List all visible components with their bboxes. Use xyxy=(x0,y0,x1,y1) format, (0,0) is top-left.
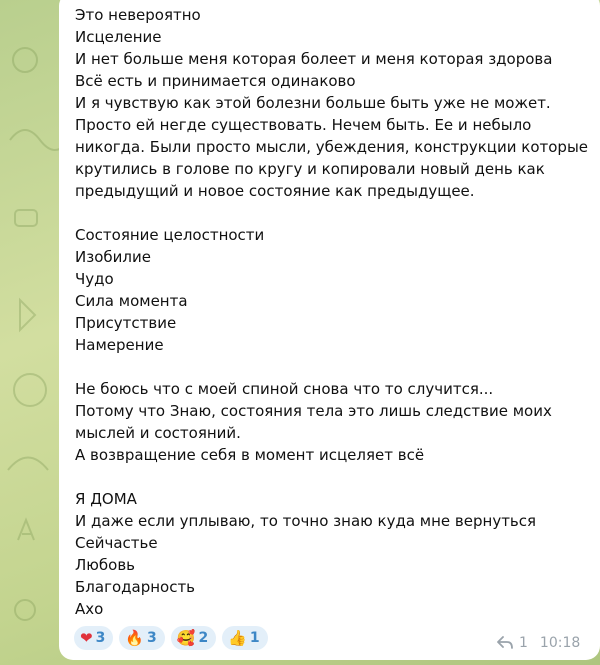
reaction-count: 3 xyxy=(95,630,106,646)
message-line: Это невероятно xyxy=(75,6,201,24)
message-line: Ахо xyxy=(75,600,104,618)
reaction-button[interactable] xyxy=(171,626,216,650)
message-line: Состояние целостности xyxy=(75,226,265,244)
reaction-count: 3 xyxy=(147,630,157,646)
fire-icon: 🔥 xyxy=(125,628,145,647)
message-line: никогда. Были просто мысли, убеждения, конструкции которые xyxy=(75,138,589,156)
heart-icon: ❤ xyxy=(80,628,93,647)
message-line: крутились в голове по кругу и копировали новый день как xyxy=(75,160,545,178)
reactions-bar xyxy=(74,626,268,650)
message-line: Просто ей негде существовать. Нечем быть. Ее и небыло xyxy=(75,116,532,134)
reaction-count: 2 xyxy=(198,630,209,646)
message-line: Любовь xyxy=(75,556,136,574)
paragraph-gap xyxy=(75,466,580,488)
message-line: Сейчастье xyxy=(75,534,158,552)
reaction-button[interactable] xyxy=(119,626,164,650)
message-line: Всё есть и принимается одинаково xyxy=(75,72,356,90)
message-line: Не боюсь что с моей спиной снова что то случится... xyxy=(75,380,494,398)
message-text xyxy=(75,4,589,620)
message-line: Исцеление xyxy=(75,28,162,46)
message-line: Присутствие xyxy=(75,314,177,332)
reply-icon[interactable] xyxy=(497,636,513,650)
thumbs-up-icon: 👍 xyxy=(228,628,247,647)
paragraph-gap xyxy=(75,202,580,224)
message-time: 10:18 xyxy=(539,635,581,651)
message-line: А возвращение себя в момент исцеляет всё xyxy=(75,446,425,464)
message-line: Благодарность xyxy=(75,578,196,596)
message-line: И я чувствую как этой болезни больше быть уже не может. xyxy=(75,94,551,112)
message-line: Я ДОМА xyxy=(75,490,137,508)
background-pattern xyxy=(0,0,60,665)
message-line: И даже если уплываю, то точно знаю куда мне вернуться xyxy=(75,512,537,530)
smiling-face-with-hearts-icon: 🥰 xyxy=(176,628,196,647)
message-meta xyxy=(497,635,580,651)
message-line: предыдущий и новое состояние как предыдущее. xyxy=(75,182,475,200)
reaction-button[interactable] xyxy=(74,626,113,650)
message-line: Сила момента xyxy=(75,292,188,310)
reaction-count: 1 xyxy=(249,630,260,646)
message-line: Намерение xyxy=(75,336,164,354)
message-line: Изобилие xyxy=(75,248,151,266)
reaction-button[interactable] xyxy=(222,626,267,650)
paragraph-gap xyxy=(75,356,580,378)
message-line: Чудо xyxy=(75,270,114,288)
message-line: мыслей и состояний. xyxy=(75,424,241,442)
reply-count[interactable]: 1 xyxy=(519,635,528,651)
message-line: Потому что Знаю, состояния тела это лишь следствие моих xyxy=(75,402,552,420)
message-line: И нет больше меня которая болеет и меня которая здорова xyxy=(75,50,553,68)
